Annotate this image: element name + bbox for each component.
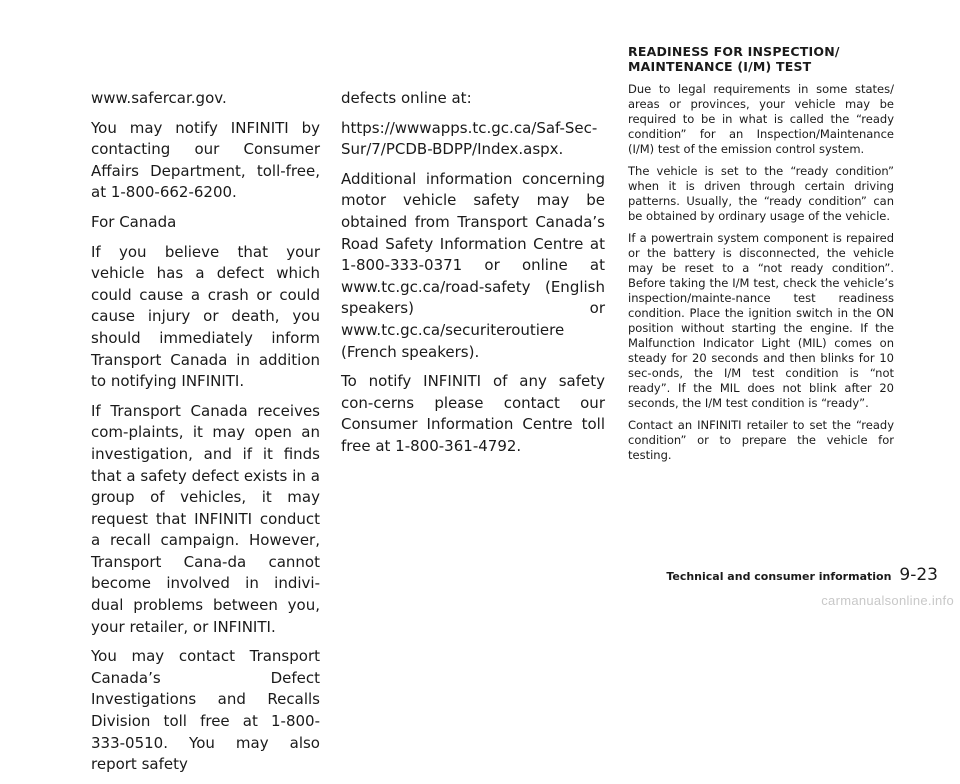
paragraph: The vehicle is set to the “ready condition” when it is driven through certain driving patterns. Usually, the “ready condition” can be obtained by ordinary usage of the vehicle.	[628, 164, 894, 223]
paragraph: Additional information concerning motor vehicle safety may be obtained from Transport Canada’s Road Safety Information Centre at 1-800-333-0371 or online at www.tc.gc.ca/road-safety (English speakers) or www.tc.gc.ca/securiteroutiere (French speakers).	[341, 169, 605, 361]
page-footer	[666, 565, 938, 585]
subheading-for-canada: For Canada	[91, 212, 177, 231]
paragraph: defects online at:	[341, 89, 472, 107]
paragraph: You may notify INFINITI by contacting our Consumer Affairs Department, toll-free, at 1-800-662-6200.	[91, 118, 320, 202]
paragraph: To notify INFINITI of any safety con-cerns please contact our Consumer Information Centre toll free at 1-800-361-4792.	[341, 372, 605, 455]
heading-line-1: READINESS FOR INSPECTION/	[628, 44, 840, 59]
paragraph: www.safercar.gov.	[91, 89, 227, 107]
paragraph: If Transport Canada receives com-plaints, it may open an investigation, and if it finds that a safety defect exists in a group of vehicles, it may request that INFINITI conduct a recall campaign. However, Transport Cana-da cannot become involved in indivi-dual problems between you, your retailer, or INFINITI.	[91, 401, 320, 636]
page-number: 9-23	[899, 565, 938, 585]
paragraph: Due to legal requirements in some states/ areas or provinces, your vehicle may be required to be in what is called the “ready condition” for an Inspection/Maintenance (I/M) test of the emission control system.	[628, 82, 894, 156]
section-heading	[628, 44, 908, 74]
left-column	[91, 88, 320, 784]
paragraph: You may contact Transport Canada’s Defect Investigations and Recalls Division toll free at 1-800-333-0510. You may also report safety	[91, 647, 320, 774]
middle-column	[341, 88, 605, 466]
paragraph: Contact an INFINITI retailer to set the “ready condition” or to prepare the vehicle for testing.	[628, 418, 894, 462]
right-column	[628, 82, 894, 470]
url-text: https://wwwapps.tc.gc.ca/Saf-Sec-Sur/7/PCDB-BDPP/Index.aspx.	[341, 118, 598, 159]
heading-line-2: MAINTENANCE (I/M) TEST	[628, 59, 812, 74]
paragraph: If a powertrain system component is repaired or the battery is disconnected, the vehicle may be reset to a “not ready condition”. Before taking the I/M test, check the vehicle’s inspection/mainte-nance test readiness condition. Place the ignition switch in the ON position without starting the engine. If the Malfunction Indicator Light (MIL) comes on steady for 20 seconds and then blinks for 10 sec-onds, the I/M test condition is “not ready”. If the MIL does not blink after 20 seconds, the I/M test condition is “ready”.	[628, 231, 894, 410]
paragraph: If you believe that your vehicle has a defect which could cause a crash or could cause injury or death, you should immediately inform Transport Canada in addition to notifying INFINITI.	[91, 242, 320, 391]
footer-section-title: Technical and consumer information	[666, 570, 892, 583]
watermark: carmanualsonline.info	[821, 593, 954, 608]
